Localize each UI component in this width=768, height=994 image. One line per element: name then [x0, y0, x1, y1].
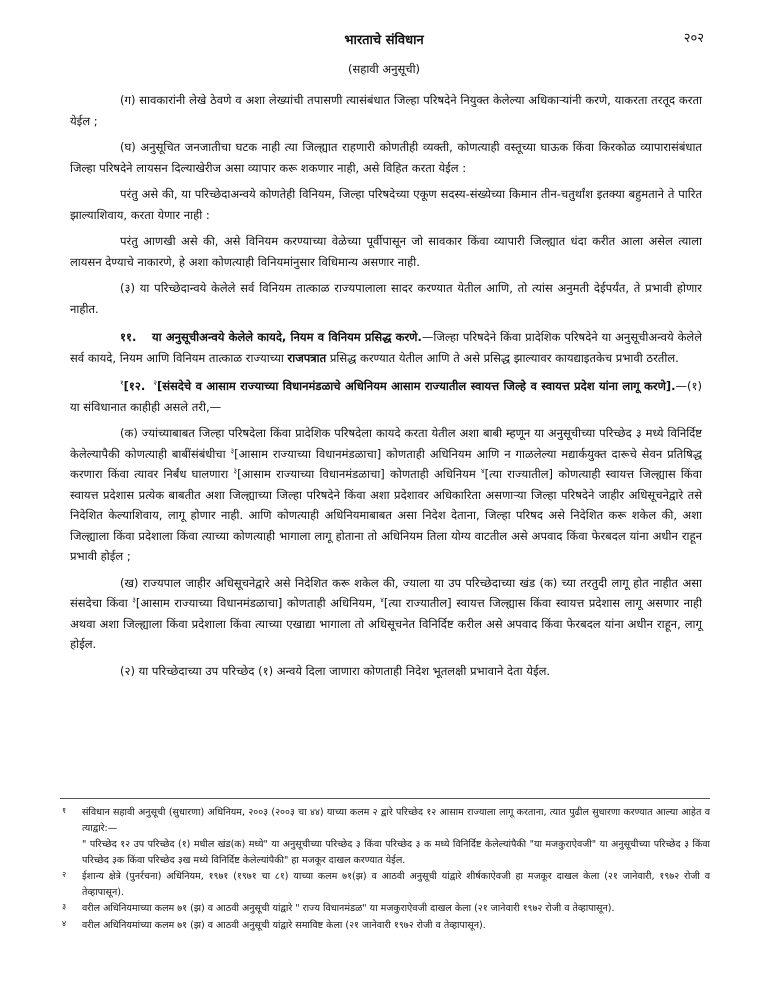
- footnote-ref-3b[interactable]: ३: [233, 467, 238, 476]
- footnote-3-mark: ३: [62, 902, 67, 911]
- section-11-rajpatra: राजपत्रात: [287, 350, 327, 365]
- section-12-number: [१२.: [123, 379, 146, 393]
- section-11-text: —जिल्हा परिषदेने किंवा प्रादेशिक परिषदेने या अनुसूचीअन्वये केलेले सर्व कायदे, नियम आणि विनियम तात्काळ राज्याच्या: [70, 330, 702, 365]
- paragraph-k: [70, 423, 702, 567]
- section-11-text-end: प्रसिद्ध करण्यात येतील आणि ते असे प्रसिद्ध झाल्यावर कायद्याइतकेच प्रभावी ठरतील.: [329, 350, 679, 365]
- paragraph-kh-amendment-2: [त्या राज्यातील]: [383, 596, 452, 610]
- footnote-ref-4b[interactable]: ४: [380, 596, 384, 605]
- paragraph-k-amendment-3: [त्या राज्यातील]: [484, 467, 554, 481]
- footnote-1-subtext: " परिच्छेद १२ उप परिच्छेद (१) मधील खंड(क) मध्ये" या अनुसूचीच्या परिच्छेद ३ किंवा परिच्छेद ३ क मध्ये विनिर्दिष्ट केलेल्यांपैकी "या मजकुराऐवजी" या अनुसूचीच्या परिच्छेद ३ किंवा परिच्छेद ३क किंवा परिच्छेद ३ख मध्ये विनिर्दिष्ट केलेल्यांपैकी" हा मजकूर दाखल करण्यात येईल.: [82, 839, 710, 866]
- paragraph-kh-amendment-1: [आसाम राज्याच्या विधानमंडळाचा]: [135, 596, 283, 610]
- footnote-4: [60, 918, 710, 934]
- page-title: भारताचे संविधान: [344, 33, 424, 48]
- footnote-ref-3c[interactable]: ३: [132, 596, 136, 605]
- paragraph-kh-part-3: कोणताही अधिनियम,: [286, 596, 376, 610]
- footnote-4-text: वरील अधिनियमांच्या कलम ७१ (झ) व आठवी अनुसूची यांद्वारे समाविष्ट केला (२१ जानेवारी १९७२ रोजी व तेव्हापासून).: [82, 919, 486, 931]
- footnote-ref-1[interactable]: १: [120, 379, 124, 388]
- paragraph-k-part-3: कोणताही अधिनियम आणि न गाळलेल्या मद्यार्कयुक्त दारूचे सेवन प्रतिषिद्ध करणारा किंवा त्यावर निर्बंध घालणारा: [70, 446, 703, 481]
- paragraph-2: (२) या परिच्छेदाच्या उप परिच्छेद (१) अन्वये दिला जाणारा कोणताही निदेश भूतलक्षी प्रभावाने देता येईल.: [120, 663, 551, 678]
- paragraph-k-part-1: (क) ज्यांच्याबाबत जिल्हा परिषदेला किंवा प्रादेशिक परिषदेला कायदे करता येतील अशा बाबी म्हणून या अनुसूचीच्या परिच्छेद ३ मध्ये विनिर्दिष्ट केलेल्यापैकी कोणत्याही बाबींसंबंधीचा: [70, 426, 702, 461]
- footnote-1: [60, 805, 710, 836]
- section-12: [70, 376, 702, 417]
- paragraph-g: (ग) सावकारांनी लेखे ठेवणे व अशा लेख्यांची तपासणी त्यासंबंधात जिल्हा परिषदेने नियुक्त केलेल्या अधिकाऱ्यांनी करणे, याकरता तरतूद करता येईल ;: [70, 93, 702, 128]
- footnote-2-text: ईशान्य क्षेत्रे (पुनर्रचना) अधिनियम, १९७१ (१९७१ चा ८१) याच्या कलम ७१(झ) व आठवी अनुसूची यांद्वारे शीर्षकाऐवजी हा मजकूर दाखल केला (२१ जानेवारी, १९७२ रोजी व तेव्हापासून).: [82, 871, 710, 898]
- footnotes: [60, 798, 710, 934]
- schedule-subtitle: (सहावी अनुसूची): [347, 62, 421, 76]
- paragraph-gh: (घ) अनुसूचित जनजातीचा घटक नाही त्या जिल्ह्यात राहणारी कोणतीही व्यक्ती, कोणत्याही वस्तूच्या घाऊक किंवा किरकोळ व्यापारासंबंधात जिल्हा परिषदेने लायसन दिल्याखेरीज असा व्यापार करू शकणार नाही, असे विहित करता येईल :: [70, 140, 702, 175]
- footnote-ref-4[interactable]: ४: [480, 467, 485, 476]
- section-12-heading: [संसदेचे व आसाम राज्याच्या विधानमंडळाचे अधिनियम आसाम राज्यातील स्वायत्त जिल्हे व स्वायत्त प्रदेश यांना लागू करणे].: [157, 379, 676, 393]
- paragraph-kh-part-1: (ख) राज्यपाल जाहीर अधिसूचनेद्वारे असे निदेशित करू शकेल की, ज्याला या उप परिच्छेदाच्या खंड (क) च्या तरतुदी लागू होत नाहीत असा संसदेचा किंवा: [70, 575, 702, 610]
- paragraph-3: (३) या परिच्छेदान्वये केलेले सर्व विनियम तात्काळ राज्यपालाला सादर करण्यात येतील आणि, तो त्यांस अनुमती देईपर्यंत, ते प्रभावी होणार नाहीत.: [70, 281, 702, 316]
- footnote-2: [60, 869, 710, 900]
- paragraph-k-amendment-2: [आसाम राज्याच्या विधानमंडळाचा]: [237, 467, 385, 481]
- proviso-2: परंतु आणखी असे की, असे विनियम करण्याच्या वेळेच्या पूर्वीपासून जो सावकार किंवा व्यापारी जिल्ह्यात धंदा करीत आला असेल त्याला लायसन देण्याचे नाकारणे, हे अशा कोणत्याही विनियमांनुसार विधिमान्य असणार नाही.: [70, 234, 702, 269]
- paragraph-kh: [70, 573, 702, 655]
- footnote-1-text: संविधान सहावी अनुसूची (सुधारणा) अधिनियम, २००३ (२००३ चा ४४) याच्या कलम २ द्वारे परिच्छेद १२ आसाम राज्याला लागू करताना, त्यात पुढील सुधारणा करण्यात आल्या आहेत व त्याद्वारे:—: [82, 807, 710, 834]
- section-11-heading: या अनुसूचीअन्वये केलेले कायदे, नियम व विनियम प्रसिद्ध करणे.: [151, 330, 422, 344]
- footnote-3: [60, 901, 710, 917]
- proviso-1: परंतु असे की, या परिच्छेदाअन्वये कोणतेही विनियम, जिल्हा परिषदेच्या एकूण सदस्य-संख्येच्या किमान तीन-चतुर्थांश इतक्या बहुमताने ते पारित झाल्याशिवाय, करता येणार नाही :: [70, 187, 702, 222]
- section-12-text: —(१) या संविधानात काहीही असले तरी,—: [70, 379, 702, 414]
- section-11: [70, 327, 702, 368]
- page-number: २०२: [683, 31, 704, 46]
- footnote-2-mark: २: [62, 870, 67, 879]
- paragraph-k-amendment-1: [आसाम राज्याच्या विधानमंडळाचा]: [234, 446, 382, 461]
- paragraph-kh-part-5: स्वायत्त जिल्ह्यास किंवा स्वायत्त प्रदेशास लागू असणार नाही अथवा अशा जिल्ह्याला किंवा प्रदेशाला किंवा त्याच्या एखाद्या भागाला तो अधिसूचनेत विनिर्दिष्ट करील असे अपवाद किंवा फेरबदल यांना अधीन राहून, लागू होईल.: [70, 596, 703, 651]
- footnote-ref-3[interactable]: ३: [230, 446, 235, 455]
- section-11-number: ११.: [120, 330, 137, 344]
- footnote-3-text: वरील अधिनियमाच्या कलम ७१ (झ) व आठवी अनुसूची यांद्वारे " राज्य विधानमंडळ" या मजकुराऐवजी दाखल केला (२१ जानेवारी १९७२ रोजी व तेव्हापासून).: [82, 903, 615, 914]
- footnote-ref-2[interactable]: २: [153, 379, 157, 388]
- footnote-4-mark: ४: [62, 918, 67, 928]
- paragraph-k-part-5: कोणताही अधिनियम: [390, 467, 476, 481]
- footnote-1-mark: १: [62, 806, 67, 815]
- paragraph-k-part-7: कोणत्याही स्वायत्त जिल्ह्यास किंवा स्वायत्त प्रदेशास प्रत्येक बाबतीत अशा जिल्ह्याच्या जिल्हा परिषदेने किंवा अशा प्रदेशावर अधिकारिता असणाऱ्या जिल्हा परिषदेने जाहीर अधिसूचनेद्वारे तसे निदेशित केल्याशिवाय, लागू होणार नाही. आणि कोणत्याही अधिनियमाबाबत असा निदेश देताना, जिल्हा परिषद असे निदेशित करू शकेल की, अशा जिल्ह्याला किंवा प्रदेशाला किंवा त्याच्या कोणत्याही भागाला लागू होताना तो अधिनियम तिला योग्य वाटतील असे अपवाद किंवा फेरबदल यांना अधीन राहून प्रभावी होईल ;: [70, 467, 702, 563]
- document-body: [70, 90, 702, 687]
